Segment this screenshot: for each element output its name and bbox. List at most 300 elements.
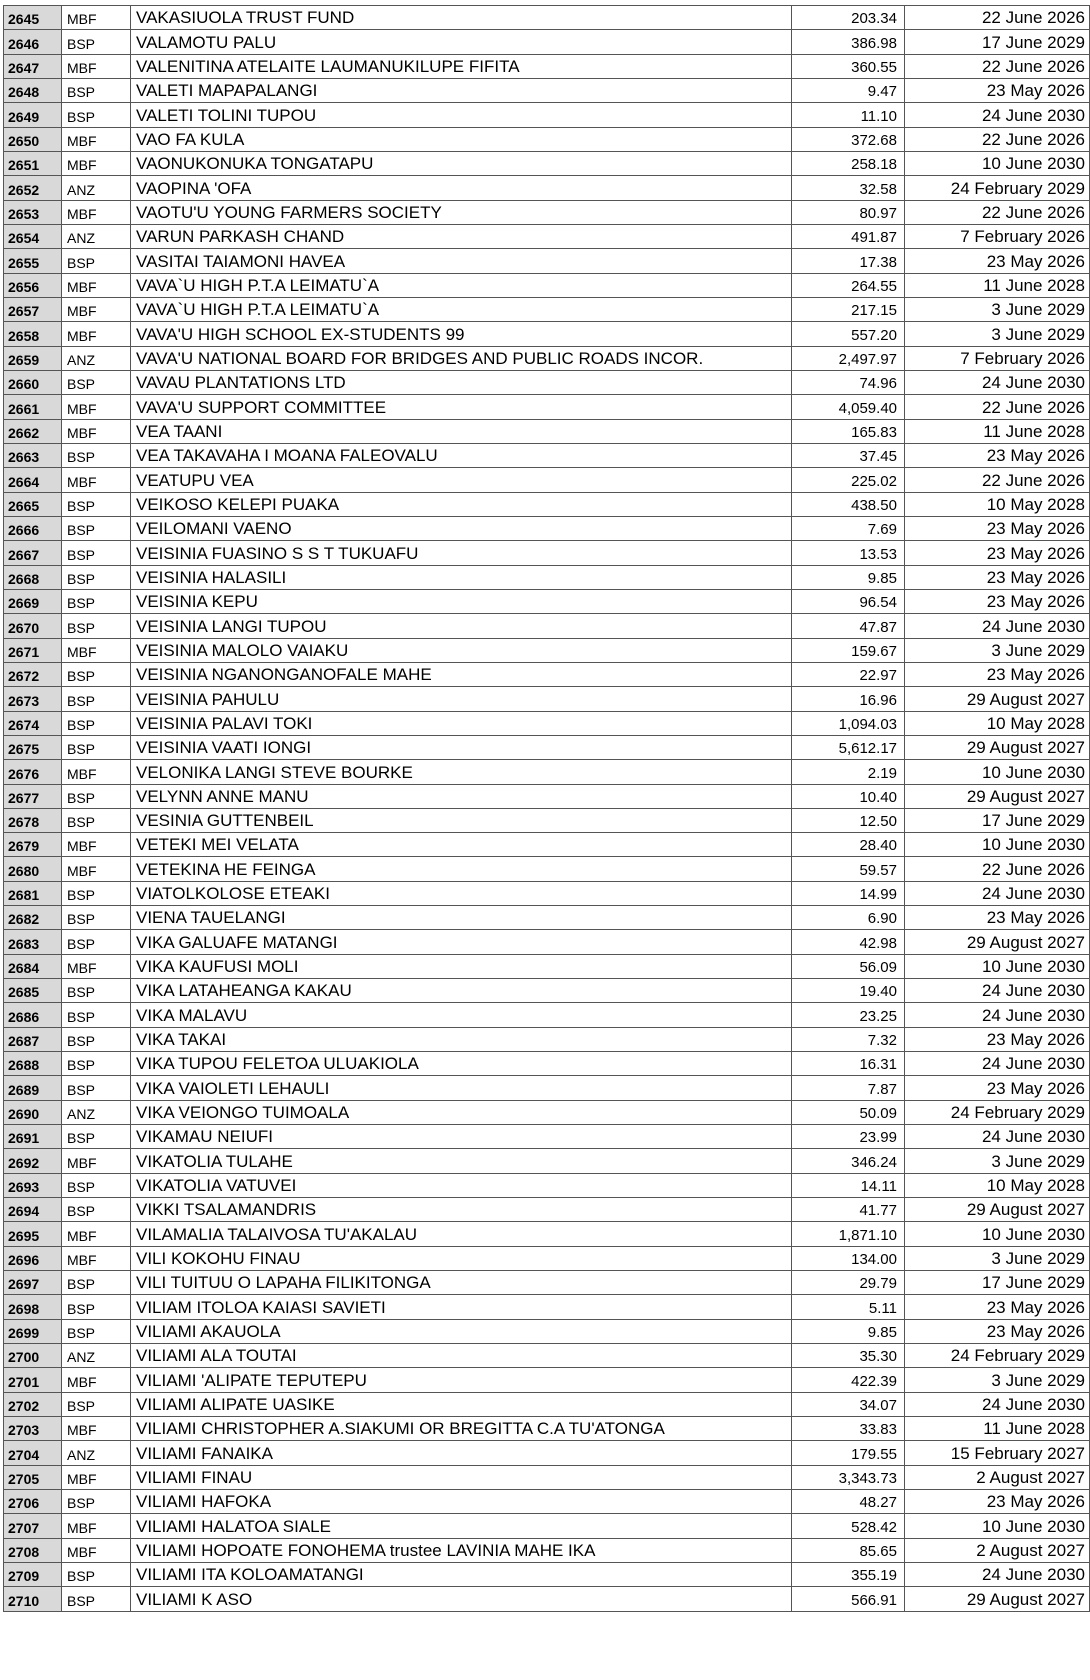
table-row xyxy=(4,808,1090,832)
bank-code-cell: BSP xyxy=(62,735,131,759)
amount-cell: 9.85 xyxy=(792,1319,905,1343)
table-row xyxy=(4,857,1090,881)
account-name-cell: VILIAMI HAFOKA xyxy=(131,1490,792,1514)
account-name-cell: VEATUPU VEA xyxy=(131,468,792,492)
row-number-cell: 2657 xyxy=(4,297,62,321)
row-number-cell: 2658 xyxy=(4,322,62,346)
row-number-cell: 2688 xyxy=(4,1052,62,1076)
bank-code-cell: ANZ xyxy=(62,1344,131,1368)
date-cell: 23 May 2026 xyxy=(905,443,1090,467)
account-name-cell: VAO FA KULA xyxy=(131,127,792,151)
table-row xyxy=(4,1076,1090,1100)
account-name-cell: VIENA TAUELANGI xyxy=(131,906,792,930)
bank-code-cell: MBF xyxy=(62,1417,131,1441)
account-name-cell: VEISINIA MALOLO VAIAKU xyxy=(131,638,792,662)
amount-cell: 19.40 xyxy=(792,979,905,1003)
account-name-cell: VIKA VEIONGO TUIMOALA xyxy=(131,1100,792,1124)
date-cell: 7 February 2026 xyxy=(905,224,1090,248)
row-number-cell: 2702 xyxy=(4,1392,62,1416)
account-name-cell: VAVA'U HIGH SCHOOL EX-STUDENTS 99 xyxy=(131,322,792,346)
date-cell: 10 May 2028 xyxy=(905,1173,1090,1197)
amount-cell: 22.97 xyxy=(792,662,905,686)
amount-cell: 34.07 xyxy=(792,1392,905,1416)
table-row xyxy=(4,1003,1090,1027)
amount-cell: 4,059.40 xyxy=(792,395,905,419)
amount-cell: 264.55 xyxy=(792,273,905,297)
table-row xyxy=(4,881,1090,905)
bank-code-cell: BSP xyxy=(62,589,131,613)
date-cell: 22 June 2026 xyxy=(905,200,1090,224)
table-row xyxy=(4,954,1090,978)
bank-code-cell: BSP xyxy=(62,443,131,467)
row-number-cell: 2682 xyxy=(4,906,62,930)
amount-cell: 9.85 xyxy=(792,565,905,589)
bank-code-cell: ANZ xyxy=(62,346,131,370)
row-number-cell: 2669 xyxy=(4,589,62,613)
table-row xyxy=(4,1100,1090,1124)
table-row xyxy=(4,589,1090,613)
account-name-cell: VEISINIA PAHULU xyxy=(131,687,792,711)
table-row xyxy=(4,151,1090,175)
amount-cell: 7.69 xyxy=(792,516,905,540)
bank-code-cell: MBF xyxy=(62,1246,131,1270)
amount-cell: 50.09 xyxy=(792,1100,905,1124)
bank-code-cell: BSP xyxy=(62,1003,131,1027)
account-name-cell: VEISINIA VAATI IONGI xyxy=(131,735,792,759)
table-row xyxy=(4,1490,1090,1514)
row-number-cell: 2650 xyxy=(4,127,62,151)
account-name-cell: VELONIKA LANGI STEVE BOURKE xyxy=(131,760,792,784)
amount-cell: 16.96 xyxy=(792,687,905,711)
table-row xyxy=(4,492,1090,516)
account-name-cell: VIATOLKOLOSE ETEAKI xyxy=(131,881,792,905)
date-cell: 23 May 2026 xyxy=(905,1490,1090,1514)
account-name-cell: VESINIA GUTTENBEIL xyxy=(131,808,792,832)
row-number-cell: 2704 xyxy=(4,1441,62,1465)
date-cell: 24 June 2030 xyxy=(905,614,1090,638)
row-number-cell: 2651 xyxy=(4,151,62,175)
date-cell: 10 May 2028 xyxy=(905,711,1090,735)
table-row xyxy=(4,6,1090,30)
amount-cell: 47.87 xyxy=(792,614,905,638)
amount-cell: 9.47 xyxy=(792,78,905,102)
row-number-cell: 2645 xyxy=(4,6,62,30)
bank-code-cell: MBF xyxy=(62,297,131,321)
table-row xyxy=(4,638,1090,662)
amount-cell: 1,871.10 xyxy=(792,1222,905,1246)
amount-cell: 13.53 xyxy=(792,541,905,565)
bank-code-cell: BSP xyxy=(62,614,131,638)
date-cell: 24 February 2029 xyxy=(905,176,1090,200)
date-cell: 22 June 2026 xyxy=(905,468,1090,492)
amount-cell: 557.20 xyxy=(792,322,905,346)
amount-cell: 355.19 xyxy=(792,1563,905,1587)
bank-code-cell: MBF xyxy=(62,1368,131,1392)
bank-code-cell: MBF xyxy=(62,760,131,784)
row-number-cell: 2666 xyxy=(4,516,62,540)
date-cell: 10 June 2030 xyxy=(905,954,1090,978)
account-name-cell: VIKA VAIOLETI LEHAULI xyxy=(131,1076,792,1100)
row-number-cell: 2693 xyxy=(4,1173,62,1197)
date-cell: 2 August 2027 xyxy=(905,1538,1090,1562)
table-row xyxy=(4,1052,1090,1076)
table-row xyxy=(4,1417,1090,1441)
bank-code-cell: BSP xyxy=(62,516,131,540)
table-row xyxy=(4,297,1090,321)
bank-code-cell: ANZ xyxy=(62,1100,131,1124)
amount-cell: 80.97 xyxy=(792,200,905,224)
account-name-cell: VEISINIA PALAVI TOKI xyxy=(131,711,792,735)
table-row xyxy=(4,78,1090,102)
account-name-cell: VAONUKONUKA TONGATAPU xyxy=(131,151,792,175)
date-cell: 23 May 2026 xyxy=(905,906,1090,930)
amount-cell: 56.09 xyxy=(792,954,905,978)
account-name-cell: VETEKI MEI VELATA xyxy=(131,833,792,857)
bank-code-cell: MBF xyxy=(62,151,131,175)
bank-code-cell: MBF xyxy=(62,1538,131,1562)
bank-code-cell: BSP xyxy=(62,784,131,808)
account-name-cell: VILIAM ITOLOA KAIASI SAVIETI xyxy=(131,1295,792,1319)
bank-code-cell: ANZ xyxy=(62,176,131,200)
account-name-cell: VILIAMI ITA KOLOAMATANGI xyxy=(131,1563,792,1587)
table-row xyxy=(4,760,1090,784)
row-number-cell: 2663 xyxy=(4,443,62,467)
bank-code-cell: MBF xyxy=(62,1222,131,1246)
date-cell: 22 June 2026 xyxy=(905,127,1090,151)
date-cell: 10 June 2030 xyxy=(905,1222,1090,1246)
account-name-cell: VIKA KAUFUSI MOLI xyxy=(131,954,792,978)
row-number-cell: 2670 xyxy=(4,614,62,638)
row-number-cell: 2701 xyxy=(4,1368,62,1392)
table-row xyxy=(4,395,1090,419)
account-name-cell: VALETI MAPAPALANGI xyxy=(131,78,792,102)
table-row xyxy=(4,784,1090,808)
date-cell: 29 August 2027 xyxy=(905,1198,1090,1222)
row-number-cell: 2700 xyxy=(4,1344,62,1368)
table-row xyxy=(4,1319,1090,1343)
bank-code-cell: MBF xyxy=(62,468,131,492)
table-row xyxy=(4,1222,1090,1246)
amount-cell: 179.55 xyxy=(792,1441,905,1465)
account-name-cell: VEISINIA KEPU xyxy=(131,589,792,613)
row-number-cell: 2649 xyxy=(4,103,62,127)
account-name-cell: VILI TUITUU O LAPAHA FILIKITONGA xyxy=(131,1271,792,1295)
account-name-cell: VEA TAANI xyxy=(131,419,792,443)
date-cell: 2 August 2027 xyxy=(905,1465,1090,1489)
bank-code-cell: BSP xyxy=(62,1563,131,1587)
table-row xyxy=(4,1514,1090,1538)
bank-code-cell: BSP xyxy=(62,687,131,711)
amount-cell: 165.83 xyxy=(792,419,905,443)
bank-code-cell: BSP xyxy=(62,711,131,735)
date-cell: 23 May 2026 xyxy=(905,565,1090,589)
amount-cell: 14.99 xyxy=(792,881,905,905)
account-name-cell: VEISINIA FUASINO S S T TUKUAFU xyxy=(131,541,792,565)
date-cell: 23 May 2026 xyxy=(905,1319,1090,1343)
account-name-cell: VAVA'U SUPPORT COMMITTEE xyxy=(131,395,792,419)
account-name-cell: VILI KOKOHU FINAU xyxy=(131,1246,792,1270)
bank-code-cell: BSP xyxy=(62,906,131,930)
account-name-cell: VAOPINA 'OFA xyxy=(131,176,792,200)
row-number-cell: 2703 xyxy=(4,1417,62,1441)
date-cell: 29 August 2027 xyxy=(905,687,1090,711)
account-name-cell: VIKATOLIA VATUVEI xyxy=(131,1173,792,1197)
bank-code-cell: BSP xyxy=(62,808,131,832)
amount-cell: 23.25 xyxy=(792,1003,905,1027)
date-cell: 23 May 2026 xyxy=(905,1076,1090,1100)
account-name-cell: VASITAI TAIAMONI HAVEA xyxy=(131,249,792,273)
account-name-cell: VILIAMI FANAIKA xyxy=(131,1441,792,1465)
bank-code-cell: BSP xyxy=(62,1271,131,1295)
date-cell: 3 June 2029 xyxy=(905,1368,1090,1392)
bank-code-cell: BSP xyxy=(62,370,131,394)
date-cell: 15 February 2027 xyxy=(905,1441,1090,1465)
table-row xyxy=(4,735,1090,759)
bank-code-cell: BSP xyxy=(62,1027,131,1051)
row-number-cell: 2695 xyxy=(4,1222,62,1246)
account-name-cell: VAOTU'U YOUNG FARMERS SOCIETY xyxy=(131,200,792,224)
row-number-cell: 2646 xyxy=(4,30,62,54)
table-row xyxy=(4,906,1090,930)
amount-cell: 5.11 xyxy=(792,1295,905,1319)
bank-code-cell: BSP xyxy=(62,1173,131,1197)
table-row xyxy=(4,224,1090,248)
row-number-cell: 2668 xyxy=(4,565,62,589)
account-name-cell: VILIAMI ALA TOUTAI xyxy=(131,1344,792,1368)
table-row xyxy=(4,1465,1090,1489)
amount-cell: 203.34 xyxy=(792,6,905,30)
amount-cell: 5,612.17 xyxy=(792,735,905,759)
row-number-cell: 2689 xyxy=(4,1076,62,1100)
table-row xyxy=(4,565,1090,589)
bank-code-cell: BSP xyxy=(62,1295,131,1319)
date-cell: 23 May 2026 xyxy=(905,589,1090,613)
date-cell: 22 June 2026 xyxy=(905,54,1090,78)
row-number-cell: 2683 xyxy=(4,930,62,954)
bank-code-cell: BSP xyxy=(62,1319,131,1343)
amount-cell: 2,497.97 xyxy=(792,346,905,370)
row-number-cell: 2696 xyxy=(4,1246,62,1270)
table-row xyxy=(4,1563,1090,1587)
bank-code-cell: MBF xyxy=(62,273,131,297)
table-row xyxy=(4,1368,1090,1392)
date-cell: 23 May 2026 xyxy=(905,249,1090,273)
amount-cell: 96.54 xyxy=(792,589,905,613)
date-cell: 23 May 2026 xyxy=(905,516,1090,540)
date-cell: 3 June 2029 xyxy=(905,1149,1090,1173)
amount-cell: 16.31 xyxy=(792,1052,905,1076)
account-name-cell: VEISINIA HALASILI xyxy=(131,565,792,589)
table-row xyxy=(4,1246,1090,1270)
bank-code-cell: ANZ xyxy=(62,1441,131,1465)
account-name-cell: VILIAMI AKAUOLA xyxy=(131,1319,792,1343)
table-row xyxy=(4,346,1090,370)
account-name-cell: VIKAMAU NEIUFI xyxy=(131,1125,792,1149)
date-cell: 11 June 2028 xyxy=(905,273,1090,297)
bank-code-cell: BSP xyxy=(62,1076,131,1100)
account-name-cell: VETEKINA HE FEINGA xyxy=(131,857,792,881)
date-cell: 10 May 2028 xyxy=(905,492,1090,516)
amount-cell: 159.67 xyxy=(792,638,905,662)
bank-code-cell: MBF xyxy=(62,1514,131,1538)
row-number-cell: 2672 xyxy=(4,662,62,686)
row-number-cell: 2647 xyxy=(4,54,62,78)
date-cell: 24 June 2030 xyxy=(905,1052,1090,1076)
data-table xyxy=(3,5,1090,1612)
table-row xyxy=(4,614,1090,638)
amount-cell: 7.32 xyxy=(792,1027,905,1051)
date-cell: 17 June 2029 xyxy=(905,1271,1090,1295)
account-name-cell: VARUN PARKASH CHAND xyxy=(131,224,792,248)
date-cell: 11 June 2028 xyxy=(905,419,1090,443)
amount-cell: 23.99 xyxy=(792,1125,905,1149)
date-cell: 7 February 2026 xyxy=(905,346,1090,370)
account-name-cell: VILIAMI HALATOA SIALE xyxy=(131,1514,792,1538)
account-name-cell: VALETI TOLINI TUPOU xyxy=(131,103,792,127)
table-body xyxy=(4,6,1090,1612)
account-name-cell: VEISINIA NGANONGANOFALE MAHE xyxy=(131,662,792,686)
bank-code-cell: BSP xyxy=(62,30,131,54)
row-number-cell: 2675 xyxy=(4,735,62,759)
amount-cell: 7.87 xyxy=(792,1076,905,1100)
table-row xyxy=(4,541,1090,565)
date-cell: 23 May 2026 xyxy=(905,1027,1090,1051)
table-row xyxy=(4,1295,1090,1319)
date-cell: 3 June 2029 xyxy=(905,638,1090,662)
amount-cell: 85.65 xyxy=(792,1538,905,1562)
bank-code-cell: BSP xyxy=(62,1125,131,1149)
table-row xyxy=(4,1198,1090,1222)
bank-code-cell: MBF xyxy=(62,857,131,881)
account-name-cell: VIKA TAKAI xyxy=(131,1027,792,1051)
table-row xyxy=(4,176,1090,200)
bank-code-cell: BSP xyxy=(62,1392,131,1416)
account-name-cell: VALAMOTU PALU xyxy=(131,30,792,54)
date-cell: 23 May 2026 xyxy=(905,1295,1090,1319)
date-cell: 10 June 2030 xyxy=(905,1514,1090,1538)
date-cell: 24 June 2030 xyxy=(905,1392,1090,1416)
date-cell: 24 February 2029 xyxy=(905,1100,1090,1124)
table-row xyxy=(4,1027,1090,1051)
date-cell: 10 June 2030 xyxy=(905,833,1090,857)
amount-cell: 346.24 xyxy=(792,1149,905,1173)
bank-code-cell: BSP xyxy=(62,930,131,954)
row-number-cell: 2676 xyxy=(4,760,62,784)
table-row xyxy=(4,443,1090,467)
account-name-cell: VILIAMI FINAU xyxy=(131,1465,792,1489)
bank-code-cell: BSP xyxy=(62,1587,131,1611)
date-cell: 29 August 2027 xyxy=(905,930,1090,954)
account-name-cell: VAKASIUOLA TRUST FUND xyxy=(131,6,792,30)
table-row xyxy=(4,930,1090,954)
row-number-cell: 2653 xyxy=(4,200,62,224)
account-name-cell: VIKKI TSALAMANDRIS xyxy=(131,1198,792,1222)
row-number-cell: 2697 xyxy=(4,1271,62,1295)
amount-cell: 48.27 xyxy=(792,1490,905,1514)
bank-code-cell: BSP xyxy=(62,1052,131,1076)
bank-code-cell: BSP xyxy=(62,541,131,565)
table-row xyxy=(4,54,1090,78)
row-number-cell: 2681 xyxy=(4,881,62,905)
table-row xyxy=(4,711,1090,735)
amount-cell: 372.68 xyxy=(792,127,905,151)
bank-code-cell: BSP xyxy=(62,1198,131,1222)
amount-cell: 41.77 xyxy=(792,1198,905,1222)
bank-code-cell: BSP xyxy=(62,78,131,102)
row-number-cell: 2662 xyxy=(4,419,62,443)
row-number-cell: 2686 xyxy=(4,1003,62,1027)
row-number-cell: 2665 xyxy=(4,492,62,516)
amount-cell: 225.02 xyxy=(792,468,905,492)
bank-code-cell: MBF xyxy=(62,200,131,224)
bank-code-cell: BSP xyxy=(62,103,131,127)
bank-code-cell: MBF xyxy=(62,419,131,443)
date-cell: 3 June 2029 xyxy=(905,322,1090,346)
bank-code-cell: MBF xyxy=(62,954,131,978)
bank-code-cell: MBF xyxy=(62,322,131,346)
row-number-cell: 2694 xyxy=(4,1198,62,1222)
account-name-cell: VEISINIA LANGI TUPOU xyxy=(131,614,792,638)
date-cell: 10 June 2030 xyxy=(905,151,1090,175)
account-name-cell: VILIAMI HOPOATE FONOHEMA trustee LAVINIA MAHE IKA xyxy=(131,1538,792,1562)
date-cell: 17 June 2029 xyxy=(905,30,1090,54)
date-cell: 3 June 2029 xyxy=(905,297,1090,321)
row-number-cell: 2692 xyxy=(4,1149,62,1173)
amount-cell: 422.39 xyxy=(792,1368,905,1392)
amount-cell: 14.11 xyxy=(792,1173,905,1197)
amount-cell: 528.42 xyxy=(792,1514,905,1538)
bank-code-cell: MBF xyxy=(62,833,131,857)
row-number-cell: 2698 xyxy=(4,1295,62,1319)
date-cell: 29 August 2027 xyxy=(905,784,1090,808)
row-number-cell: 2660 xyxy=(4,370,62,394)
date-cell: 24 June 2030 xyxy=(905,881,1090,905)
table-row xyxy=(4,30,1090,54)
bank-code-cell: BSP xyxy=(62,1490,131,1514)
date-cell: 17 June 2029 xyxy=(905,808,1090,832)
bank-code-cell: BSP xyxy=(62,881,131,905)
table-row xyxy=(4,273,1090,297)
bank-code-cell: MBF xyxy=(62,1465,131,1489)
bank-code-cell: ANZ xyxy=(62,224,131,248)
account-name-cell: VALENITINA ATELAITE LAUMANUKILUPE FIFITA xyxy=(131,54,792,78)
amount-cell: 3,343.73 xyxy=(792,1465,905,1489)
row-number-cell: 2674 xyxy=(4,711,62,735)
row-number-cell: 2673 xyxy=(4,687,62,711)
row-number-cell: 2709 xyxy=(4,1563,62,1587)
row-number-cell: 2710 xyxy=(4,1587,62,1611)
bank-code-cell: MBF xyxy=(62,6,131,30)
table-row xyxy=(4,468,1090,492)
bank-code-cell: MBF xyxy=(62,54,131,78)
amount-cell: 217.15 xyxy=(792,297,905,321)
table-row xyxy=(4,687,1090,711)
table-row xyxy=(4,1538,1090,1562)
date-cell: 24 June 2030 xyxy=(905,1125,1090,1149)
table-row xyxy=(4,1173,1090,1197)
table-row xyxy=(4,419,1090,443)
account-name-cell: VILIAMI 'ALIPATE TEPUTEPU xyxy=(131,1368,792,1392)
row-number-cell: 2679 xyxy=(4,833,62,857)
amount-cell: 438.50 xyxy=(792,492,905,516)
amount-cell: 360.55 xyxy=(792,54,905,78)
date-cell: 10 June 2030 xyxy=(905,760,1090,784)
account-name-cell: VILAMALIA TALAIVOSA TU'AKALAU xyxy=(131,1222,792,1246)
amount-cell: 1,094.03 xyxy=(792,711,905,735)
table-row xyxy=(4,1441,1090,1465)
bank-code-cell: MBF xyxy=(62,1149,131,1173)
date-cell: 24 June 2030 xyxy=(905,979,1090,1003)
